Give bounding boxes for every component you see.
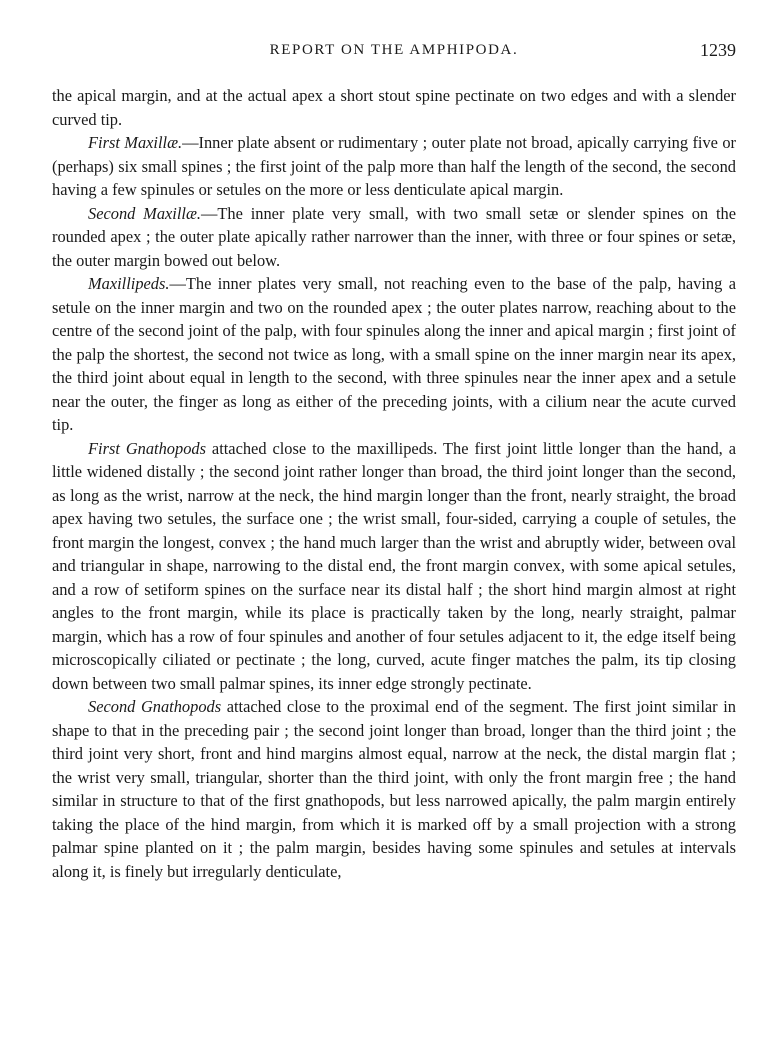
paragraph-text: —The inner plate very small, with two small setæ or slender spines on the rounded apex ; the outer plate apically rather narrower than the inner, with three or four spines or setæ, the outer margin bowed out below. [52, 203, 736, 270]
paragraph-continued [52, 84, 736, 131]
paragraph-first-maxillae [52, 131, 736, 202]
paragraph-text: —The inner plates very small, not reaching even to the base of the palp, having a setule on the inner margin and two on the rounded apex ; the outer plates narrow, reaching about to the centre of the second joint of the palp, with four spinules along the inner and apical margin ; first joint of the palp the shortest, the second not twice as long, with a small spine on the inner margin near its apex, the third joint about equal in length to the second, with three spinules near the inner apex and a setule near the outer, the finger as long as either of the preceding joints, with a cilium near the acute curved tip. [52, 274, 736, 434]
paragraph-heading: Maxillipeds. [88, 274, 170, 293]
paragraph-maxillipeds [52, 272, 736, 437]
page-number: 1239 [700, 40, 736, 60]
paragraph-heading: Second Maxillæ. [88, 203, 201, 223]
paragraph-text: the apical margin, and at the actual apex a short stout spine pectinate on two edges and with a slender curved tip. [52, 86, 736, 129]
paragraph-heading: Second Gnathopods [88, 697, 222, 716]
paragraph-text: —Inner plate absent or rudimentary ; outer plate not broad, apically carrying five or (perhaps) six small spines ; the first joint of the palp more than half the length of the second, the second having a few spinules or setules on the more or less denticulate apical margin. [52, 133, 736, 199]
running-header [52, 40, 736, 66]
paragraph-second-maxillae [52, 202, 736, 273]
running-title: REPORT ON THE AMPHIPODA. [269, 42, 519, 58]
paragraph-second-gnathopods [52, 695, 736, 883]
paragraph-heading: First Maxillæ. [88, 133, 183, 152]
paragraph-text: attached close to the proximal end of the segment. The first joint similar in shape to that in the preceding pair ; the second joint longer than broad, longer than the third joint ; the third joint very short, front and hind margins almost equal, narrow at the neck, the distal margin flat ; the wrist very small, triangular, shorter than the third joint, with only the front margin free ; the hand similar in structure to that of the first gnathopods, but less narrowed apically, the palm margin entirely taking the place of the hind margin, from which it is marked off by a small projection with a strong palmar spine planted on it ; the palm margin, besides having some spinules and setules at intervals along it, is finely but irregularly denticulate, [52, 697, 736, 881]
body-text [52, 84, 736, 883]
paragraph-heading: First Gnathopods [88, 438, 206, 458]
paragraph-text: attached close to the maxillipeds. The first joint little longer than the hand, a little widened distally ; the second joint rather longer than broad, the third joint longer than the second, as long as the wrist, narrow at the neck, the hind margin longer than the front, nearly straight, the broad apex having two setules, the surface one ; the wrist small, four-sided, carrying a couple of setules, the front margin the longest, convex ; the hand much larger than the wrist and abruptly wider, between oval and triangular in shape, narrowing to the distal end, the front margin convex, with some apical setules, and a row of setiform spines on the surface near its distal half ; the short hind margin almost at right angles to the front margin, while its place is practically taken by the long, nearly straight, palmar margin, which has a row of four spinules and another of four setules adjacent to it, the edge itself being microscopically ciliated or pectinate ; the long, curved, acute finger matches the palm, its tip closing down between two small palmar spines, its inner edge strongly pectinate. [52, 438, 736, 693]
paragraph-first-gnathopods [52, 437, 736, 696]
